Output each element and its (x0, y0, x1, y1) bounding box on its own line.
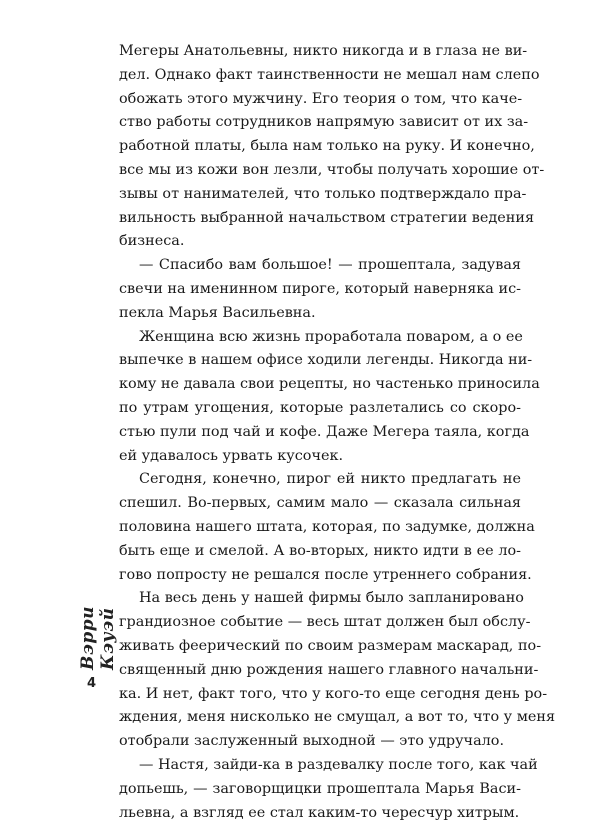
text-line: бизнеса. (119, 230, 521, 254)
author-signature: Вэрри Кэуэй (78, 560, 106, 670)
text-line: гово попросту не решался после утреннего собрания. (119, 564, 521, 588)
text-line: половина нашего штата, которая, по задумке, должна (119, 516, 521, 540)
page-number: 4 (87, 676, 96, 691)
text-line: ей удавалось урвать кусочек. (119, 445, 521, 469)
text-line: допьешь, — заговорщицки прошептала Марья Васи- (119, 778, 521, 802)
body-text (119, 40, 521, 825)
text-line: льевна, а взгляд ее стал каким-то чересчур хитрым. (119, 802, 521, 825)
text-line: кому не давала свои рецепты, но частенько приносила (119, 373, 521, 397)
text-line: вильность выбранной начальством стратегии ведения (119, 207, 521, 231)
text-line: пекла Марья Васильевна. (119, 302, 521, 326)
text-line: все мы из кожи вон лезли, чтобы получать хорошие от- (119, 159, 521, 183)
text-line: работной платы, была нам только на руку. И конечно, (119, 135, 521, 159)
text-line: спешил. Во-первых, самим мало — сказала сильная (119, 492, 521, 516)
text-line: обожать этого мужчину. Его теория о том, что каче- (119, 88, 521, 112)
text-line: стью пули под чай и кофе. Даже Мегера таяла, когда (119, 421, 521, 445)
text-line: быть еще и смелой. А во-вторых, никто идти в ее ло- (119, 540, 521, 564)
text-line: зывы от нанимателей, что только подтверждало пра- (119, 183, 521, 207)
text-line: Сегодня, конечно, пирог ей никто предлагать не (119, 468, 521, 492)
text-line: ство работы сотрудников напрямую зависит от их за- (119, 111, 521, 135)
text-line: — Настя, зайди-ка в раздевалку после того, как чай (119, 754, 521, 778)
text-line: Мегеры Анатольевны, никто никогда и в глаза не ви- (119, 40, 521, 64)
text-line: ка. И нет, факт того, что у кого-то еще сегодня день ро- (119, 683, 521, 707)
text-line: свечи на именинном пироге, который наверняка ис- (119, 278, 521, 302)
text-line: выпечке в нашем офисе ходили легенды. Никогда ни- (119, 349, 521, 373)
text-line: — Спасибо вам большое! — прошептала, задувая (119, 254, 521, 278)
text-line: священный дню рождения нашего главного начальни- (119, 659, 521, 683)
text-line: отобрали заслуженный выходной — это удручало. (119, 730, 521, 754)
text-line: грандиозное событие — весь штат должен был обслу- (119, 611, 521, 635)
text-line: Женщина всю жизнь проработала поваром, а о ее (119, 326, 521, 350)
text-line: ждения, меня нисколько не смущал, а вот то, что у меня (119, 706, 521, 730)
text-line: живать феерический по своим размерам маскарад, по- (119, 635, 521, 659)
text-line: На весь день у нашей фирмы было запланировано (119, 587, 521, 611)
text-line: дел. Однако факт таинственности не мешал нам слепо (119, 64, 521, 88)
text-line: по утрам угощения, которые разлетались со скоро- (119, 397, 521, 421)
